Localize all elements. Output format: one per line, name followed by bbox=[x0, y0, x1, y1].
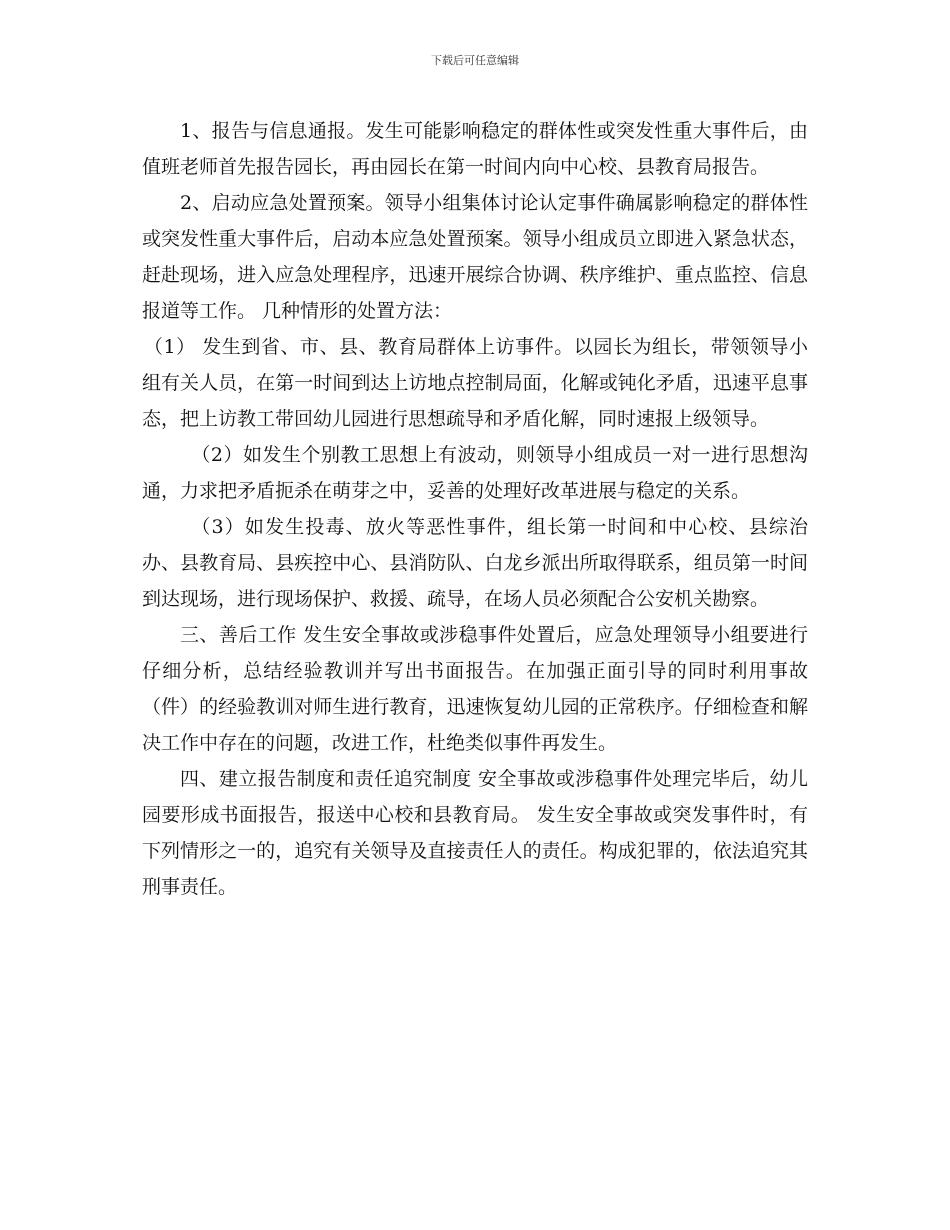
paragraph-aftermath: 三、善后工作 发生安全事故或涉稳事件处置后，应急处理领导小组要进行仔细分析，总结经验教训并写出书面报告。在加强正面引导的同时利用事故（件）的经验教训对师生进行教育，迅速恢复幼儿园的正常秩序。仔细检查和解决工作中存在的问题，改进工作，杜绝类似事件再发生。 bbox=[142, 624, 808, 754]
paragraph-case-2: （2）如发生个别教工思想上有波动，则领导小组成员一对一进行思想沟通，力求把矛盾扼杀在萌芽之中，妥善的处理好改革进展与稳定的关系。 bbox=[142, 444, 808, 502]
paragraph-case-3: （3）如发生投毒、放火等恶性事件，组长第一时间和中心校、县综治办、县教育局、县疾控中心、县消防队、白龙乡派出所取得联系，组员第一时间到达现场，进行现场保护、救援、疏导，在场人员必须配合公安机关勘察。 bbox=[142, 516, 808, 610]
paragraph-report: 1、报告与信息通报。发生可能影响稳定的群体性或突发性重大事件后，由值班老师首先报告园长，再由园长在第一时间内向中心校、县教育局报告。 bbox=[142, 120, 808, 178]
paragraph-case-1: （1） 发生到省、市、县、教育局群体上访事件。以园长为组长，带领领导小组有关人员，在第一时间到达上访地点控制局面，化解或钝化矛盾，迅速平息事态，把上访教工带回幼儿园进行思想疏导和矛盾化解，同时速报上级领导。 bbox=[142, 336, 808, 430]
page-header: 下载后可任意编辑 bbox=[431, 54, 519, 67]
document-body bbox=[142, 113, 808, 905]
paragraph-accountability: 四、建立报告制度和责任追究制度 安全事故或涉稳事件处理完毕后，幼儿园要形成书面报告，报送中心校和县教育局。 发生安全事故或突发事件时，有下列情形之一的，追究有关领导及直接责任人的责任。构成犯罪的，依法追究其刑事责任。 bbox=[142, 768, 808, 898]
paragraph-emergency-plan: 2、启动应急处置预案。领导小组集体讨论认定事件确属影响稳定的群体性或突发性重大事件后，启动本应急处置预案。领导小组成员立即进入紧急状态，赶赴现场，进入应急处理程序，迅速开展综合协调、秩序维护、重点监控、信息报道等工作。 几种情形的处置方法： bbox=[142, 192, 808, 322]
